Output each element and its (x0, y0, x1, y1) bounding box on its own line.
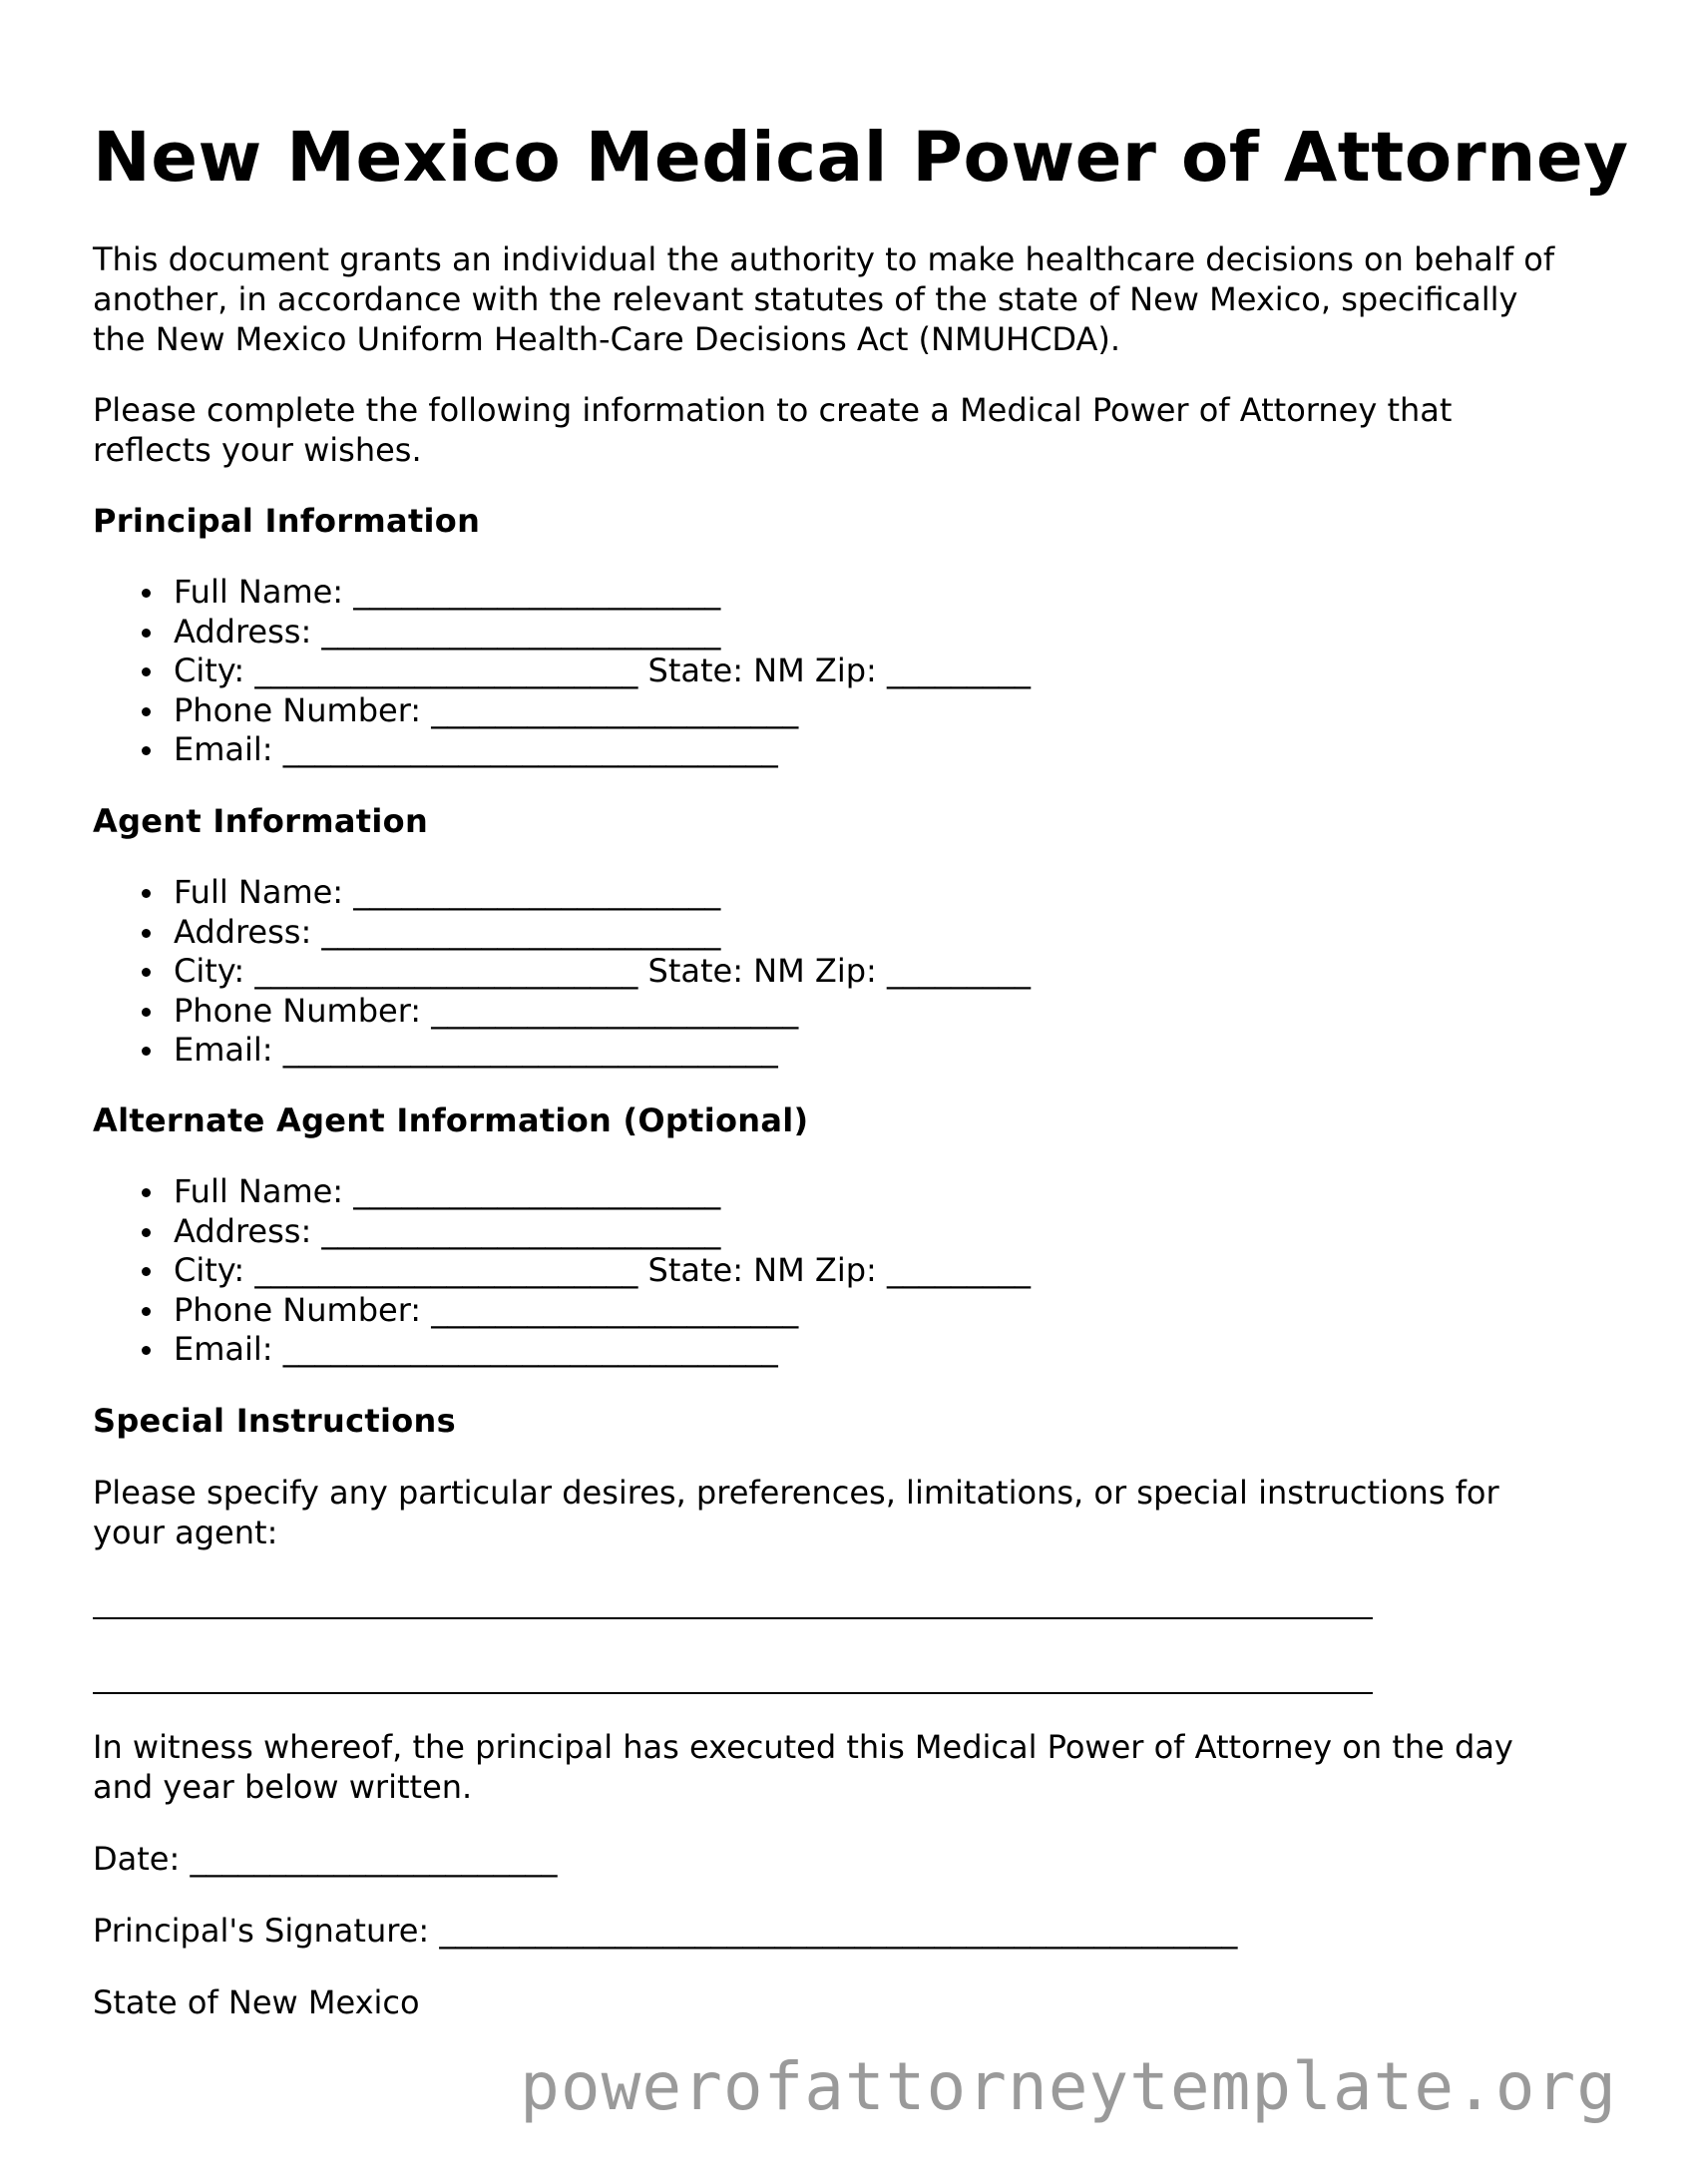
principal-address-field[interactable]: Address: _________________________ (93, 613, 1031, 653)
agent-fields (93, 873, 1031, 1071)
principal-city-state-zip-field[interactable]: City: ________________________ State: NM Zip: _________ (93, 652, 1031, 691)
date-field[interactable]: Date: _______________________ (93, 1840, 558, 1878)
agent-city-state-zip-field[interactable]: City: ________________________ State: NM Zip: _________ (93, 952, 1031, 992)
alternate-agent-full-name-field[interactable]: Full Name: _______________________ (93, 1172, 1031, 1212)
special-instructions-heading: Special Instructions (93, 1402, 456, 1440)
alternate-agent-city-state-zip-field[interactable]: City: ________________________ State: NM Zip: _________ (93, 1251, 1031, 1291)
agent-full-name-field[interactable]: Full Name: _______________________ (93, 873, 1031, 913)
alternate-agent-heading: Alternate Agent Information (Optional) (93, 1101, 809, 1139)
state-line: State of New Mexico (93, 1983, 420, 2021)
agent-address-field[interactable]: Address: _________________________ (93, 913, 1031, 953)
principal-signature-field[interactable]: Principal's Signature: __________________________________________________ (93, 1912, 1238, 1950)
special-instructions-line-2[interactable] (93, 1692, 1373, 1694)
watermark-text: powerofattorneytemplate.org (520, 2048, 1617, 2125)
instruction-paragraph: Please complete the following information to create a Medical Power of Attorney that reflects your wishes. (93, 391, 1453, 469)
agent-heading: Agent Information (93, 802, 429, 840)
alternate-agent-email-field[interactable]: Email: _______________________________ (93, 1330, 1031, 1370)
witness-paragraph: In witness whereof, the principal has executed this Medical Power of Attorney on the day and year below written. (93, 1728, 1513, 1806)
special-instructions-prompt: Please specify any particular desires, preferences, limitations, or special instructions for your agent: (93, 1474, 1499, 1551)
agent-phone-field[interactable]: Phone Number: _______________________ (93, 992, 1031, 1032)
agent-email-field[interactable]: Email: _______________________________ (93, 1031, 1031, 1071)
intro-paragraph: This document grants an individual the authority to make healthcare decisions on behalf of another, in accordance with the relevant statutes of the state of New Mexico, specifically the New Mexico Uniform Health-Care Decisions Act (NMUHCDA). (93, 240, 1555, 358)
principal-fields (93, 573, 1031, 770)
special-instructions-line-1[interactable] (93, 1617, 1373, 1619)
alternate-agent-fields (93, 1172, 1031, 1370)
principal-email-field[interactable]: Email: _______________________________ (93, 730, 1031, 770)
alternate-agent-address-field[interactable]: Address: _________________________ (93, 1212, 1031, 1252)
principal-full-name-field[interactable]: Full Name: _______________________ (93, 573, 1031, 613)
principal-phone-field[interactable]: Phone Number: _______________________ (93, 691, 1031, 731)
principal-heading: Principal Information (93, 502, 481, 540)
page-title: New Mexico Medical Power of Attorney (93, 118, 1629, 198)
alternate-agent-phone-field[interactable]: Phone Number: _______________________ (93, 1291, 1031, 1331)
